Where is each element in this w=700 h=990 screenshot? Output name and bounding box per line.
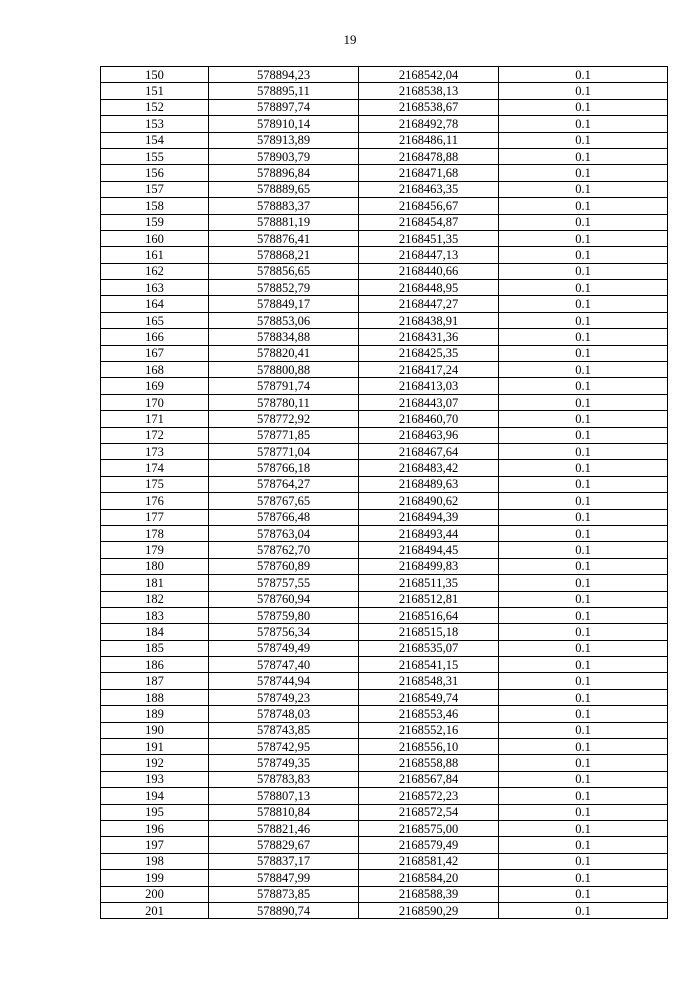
- y-coordinate-cell: 2168494,45: [359, 542, 499, 558]
- table-row: [101, 788, 668, 804]
- y-coordinate-cell: 2168511,35: [359, 575, 499, 591]
- accuracy-cell: 0.1: [499, 624, 668, 640]
- y-coordinate-cell: 2168438,91: [359, 312, 499, 328]
- y-coordinate-cell: 2168486,11: [359, 132, 499, 148]
- y-coordinate-cell: 2168538,13: [359, 83, 499, 99]
- x-coordinate-cell: 578791,74: [209, 378, 359, 394]
- x-coordinate-cell: 578856,65: [209, 263, 359, 279]
- table-row: [101, 198, 668, 214]
- table-row: [101, 755, 668, 771]
- table-row: [101, 476, 668, 492]
- y-coordinate-cell: 2168558,88: [359, 755, 499, 771]
- y-coordinate-cell: 2168575,00: [359, 820, 499, 836]
- accuracy-cell: 0.1: [499, 673, 668, 689]
- x-coordinate-cell: 578847,99: [209, 870, 359, 886]
- x-coordinate-cell: 578749,35: [209, 755, 359, 771]
- table-row: [101, 706, 668, 722]
- accuracy-cell: 0.1: [499, 67, 668, 83]
- table-row: [101, 657, 668, 673]
- accuracy-cell: 0.1: [499, 394, 668, 410]
- table-row: [101, 542, 668, 558]
- x-coordinate-cell: 578894,23: [209, 67, 359, 83]
- y-coordinate-cell: 2168443,07: [359, 394, 499, 410]
- y-coordinate-cell: 2168581,42: [359, 853, 499, 869]
- x-coordinate-cell: 578849,17: [209, 296, 359, 312]
- accuracy-cell: 0.1: [499, 296, 668, 312]
- table-row: [101, 378, 668, 394]
- accuracy-cell: 0.1: [499, 460, 668, 476]
- y-coordinate-cell: 2168417,24: [359, 362, 499, 378]
- y-coordinate-cell: 2168548,31: [359, 673, 499, 689]
- accuracy-cell: 0.1: [499, 83, 668, 99]
- y-coordinate-cell: 2168489,63: [359, 476, 499, 492]
- x-coordinate-cell: 578772,92: [209, 411, 359, 427]
- y-coordinate-cell: 2168549,74: [359, 689, 499, 705]
- point-number-cell: 199: [101, 870, 209, 886]
- point-number-cell: 159: [101, 214, 209, 230]
- point-number-cell: 161: [101, 247, 209, 263]
- y-coordinate-cell: 2168440,66: [359, 263, 499, 279]
- table-row: [101, 132, 668, 148]
- y-coordinate-cell: 2168454,87: [359, 214, 499, 230]
- accuracy-cell: 0.1: [499, 640, 668, 656]
- point-number-cell: 185: [101, 640, 209, 656]
- point-number-cell: 176: [101, 493, 209, 509]
- point-number-cell: 151: [101, 83, 209, 99]
- x-coordinate-cell: 578800,88: [209, 362, 359, 378]
- accuracy-cell: 0.1: [499, 263, 668, 279]
- y-coordinate-cell: 2168492,78: [359, 116, 499, 132]
- accuracy-cell: 0.1: [499, 870, 668, 886]
- point-number-cell: 183: [101, 607, 209, 623]
- point-number-cell: 167: [101, 345, 209, 361]
- point-number-cell: 156: [101, 165, 209, 181]
- y-coordinate-cell: 2168447,13: [359, 247, 499, 263]
- accuracy-cell: 0.1: [499, 345, 668, 361]
- page-number: 19: [343, 32, 357, 47]
- table-row: [101, 771, 668, 787]
- table-row: [101, 837, 668, 853]
- x-coordinate-cell: 578780,11: [209, 394, 359, 410]
- table-row: [101, 870, 668, 886]
- point-number-cell: 197: [101, 837, 209, 853]
- point-number-cell: 179: [101, 542, 209, 558]
- point-number-cell: 201: [101, 902, 209, 918]
- accuracy-cell: 0.1: [499, 509, 668, 525]
- point-number-cell: 172: [101, 427, 209, 443]
- table-row: [101, 312, 668, 328]
- point-number-cell: 173: [101, 443, 209, 459]
- point-number-cell: 160: [101, 230, 209, 246]
- accuracy-cell: 0.1: [499, 165, 668, 181]
- table-row: [101, 329, 668, 345]
- accuracy-cell: 0.1: [499, 607, 668, 623]
- y-coordinate-cell: 2168535,07: [359, 640, 499, 656]
- y-coordinate-cell: 2168471,68: [359, 165, 499, 181]
- x-coordinate-cell: 578771,04: [209, 443, 359, 459]
- y-coordinate-cell: 2168451,35: [359, 230, 499, 246]
- x-coordinate-cell: 578767,65: [209, 493, 359, 509]
- accuracy-cell: 0.1: [499, 329, 668, 345]
- y-coordinate-cell: 2168493,44: [359, 525, 499, 541]
- point-number-cell: 166: [101, 329, 209, 345]
- point-number-cell: 152: [101, 99, 209, 115]
- accuracy-cell: 0.1: [499, 853, 668, 869]
- y-coordinate-cell: 2168448,95: [359, 280, 499, 296]
- point-number-cell: 162: [101, 263, 209, 279]
- y-coordinate-cell: 2168579,49: [359, 837, 499, 853]
- y-coordinate-cell: 2168456,67: [359, 198, 499, 214]
- x-coordinate-cell: 578744,94: [209, 673, 359, 689]
- table-row: [101, 853, 668, 869]
- x-coordinate-cell: 578881,19: [209, 214, 359, 230]
- y-coordinate-cell: 2168478,88: [359, 148, 499, 164]
- table-row: [101, 591, 668, 607]
- table-row: [101, 67, 668, 83]
- table-row: [101, 558, 668, 574]
- table-row: [101, 427, 668, 443]
- point-number-cell: 187: [101, 673, 209, 689]
- table-row: [101, 280, 668, 296]
- x-coordinate-cell: 578913,89: [209, 132, 359, 148]
- accuracy-cell: 0.1: [499, 558, 668, 574]
- accuracy-cell: 0.1: [499, 591, 668, 607]
- table-row: [101, 345, 668, 361]
- coordinates-table: [100, 66, 668, 919]
- x-coordinate-cell: 578766,48: [209, 509, 359, 525]
- y-coordinate-cell: 2168516,64: [359, 607, 499, 623]
- point-number-cell: 153: [101, 116, 209, 132]
- y-coordinate-cell: 2168584,20: [359, 870, 499, 886]
- y-coordinate-cell: 2168460,70: [359, 411, 499, 427]
- table-row: [101, 362, 668, 378]
- y-coordinate-cell: 2168538,67: [359, 99, 499, 115]
- x-coordinate-cell: 578760,94: [209, 591, 359, 607]
- x-coordinate-cell: 578897,74: [209, 99, 359, 115]
- y-coordinate-cell: 2168463,96: [359, 427, 499, 443]
- y-coordinate-cell: 2168499,83: [359, 558, 499, 574]
- point-number-cell: 157: [101, 181, 209, 197]
- table-row: [101, 148, 668, 164]
- accuracy-cell: 0.1: [499, 132, 668, 148]
- table-row: [101, 886, 668, 902]
- accuracy-cell: 0.1: [499, 378, 668, 394]
- x-coordinate-cell: 578807,13: [209, 788, 359, 804]
- accuracy-cell: 0.1: [499, 820, 668, 836]
- y-coordinate-cell: 2168413,03: [359, 378, 499, 394]
- x-coordinate-cell: 578747,40: [209, 657, 359, 673]
- point-number-cell: 188: [101, 689, 209, 705]
- table-row: [101, 902, 668, 918]
- y-coordinate-cell: 2168447,27: [359, 296, 499, 312]
- accuracy-cell: 0.1: [499, 493, 668, 509]
- table-row: [101, 263, 668, 279]
- point-number-cell: 193: [101, 771, 209, 787]
- x-coordinate-cell: 578889,65: [209, 181, 359, 197]
- y-coordinate-cell: 2168572,54: [359, 804, 499, 820]
- accuracy-cell: 0.1: [499, 771, 668, 787]
- table-row: [101, 394, 668, 410]
- y-coordinate-cell: 2168572,23: [359, 788, 499, 804]
- x-coordinate-cell: 578762,70: [209, 542, 359, 558]
- x-coordinate-cell: 578748,03: [209, 706, 359, 722]
- point-number-cell: 175: [101, 476, 209, 492]
- point-number-cell: 154: [101, 132, 209, 148]
- y-coordinate-cell: 2168431,36: [359, 329, 499, 345]
- point-number-cell: 195: [101, 804, 209, 820]
- point-number-cell: 158: [101, 198, 209, 214]
- table-row: [101, 525, 668, 541]
- point-number-cell: 178: [101, 525, 209, 541]
- x-coordinate-cell: 578749,49: [209, 640, 359, 656]
- point-number-cell: 168: [101, 362, 209, 378]
- x-coordinate-cell: 578873,85: [209, 886, 359, 902]
- y-coordinate-cell: 2168541,15: [359, 657, 499, 673]
- y-coordinate-cell: 2168588,39: [359, 886, 499, 902]
- y-coordinate-cell: 2168553,46: [359, 706, 499, 722]
- point-number-cell: 191: [101, 739, 209, 755]
- accuracy-cell: 0.1: [499, 706, 668, 722]
- point-number-cell: 181: [101, 575, 209, 591]
- table-row: [101, 296, 668, 312]
- x-coordinate-cell: 578852,79: [209, 280, 359, 296]
- point-number-cell: 171: [101, 411, 209, 427]
- table-row: [101, 165, 668, 181]
- table-row: [101, 640, 668, 656]
- accuracy-cell: 0.1: [499, 837, 668, 853]
- x-coordinate-cell: 578910,14: [209, 116, 359, 132]
- accuracy-cell: 0.1: [499, 443, 668, 459]
- table-row: [101, 804, 668, 820]
- accuracy-cell: 0.1: [499, 427, 668, 443]
- table-row: [101, 99, 668, 115]
- point-number-cell: 177: [101, 509, 209, 525]
- x-coordinate-cell: 578810,84: [209, 804, 359, 820]
- accuracy-cell: 0.1: [499, 198, 668, 214]
- x-coordinate-cell: 578834,88: [209, 329, 359, 345]
- accuracy-cell: 0.1: [499, 804, 668, 820]
- x-coordinate-cell: 578821,46: [209, 820, 359, 836]
- accuracy-cell: 0.1: [499, 722, 668, 738]
- x-coordinate-cell: 578742,95: [209, 739, 359, 755]
- y-coordinate-cell: 2168425,35: [359, 345, 499, 361]
- table-row: [101, 116, 668, 132]
- table-row: [101, 575, 668, 591]
- point-number-cell: 194: [101, 788, 209, 804]
- y-coordinate-cell: 2168490,62: [359, 493, 499, 509]
- y-coordinate-cell: 2168556,10: [359, 739, 499, 755]
- point-number-cell: 184: [101, 624, 209, 640]
- point-number-cell: 200: [101, 886, 209, 902]
- accuracy-cell: 0.1: [499, 362, 668, 378]
- table-row: [101, 820, 668, 836]
- x-coordinate-cell: 578771,85: [209, 427, 359, 443]
- x-coordinate-cell: 578749,23: [209, 689, 359, 705]
- accuracy-cell: 0.1: [499, 657, 668, 673]
- table-row: [101, 689, 668, 705]
- accuracy-cell: 0.1: [499, 148, 668, 164]
- table-row: [101, 443, 668, 459]
- accuracy-cell: 0.1: [499, 575, 668, 591]
- point-number-cell: 150: [101, 67, 209, 83]
- x-coordinate-cell: 578757,55: [209, 575, 359, 591]
- accuracy-cell: 0.1: [499, 116, 668, 132]
- accuracy-cell: 0.1: [499, 689, 668, 705]
- point-number-cell: 170: [101, 394, 209, 410]
- table-row: [101, 607, 668, 623]
- table-row: [101, 739, 668, 755]
- accuracy-cell: 0.1: [499, 886, 668, 902]
- y-coordinate-cell: 2168590,29: [359, 902, 499, 918]
- accuracy-cell: 0.1: [499, 247, 668, 263]
- x-coordinate-cell: 578883,37: [209, 198, 359, 214]
- accuracy-cell: 0.1: [499, 411, 668, 427]
- x-coordinate-cell: 578837,17: [209, 853, 359, 869]
- y-coordinate-cell: 2168567,84: [359, 771, 499, 787]
- table-row: [101, 411, 668, 427]
- accuracy-cell: 0.1: [499, 312, 668, 328]
- table-row: [101, 624, 668, 640]
- x-coordinate-cell: 578876,41: [209, 230, 359, 246]
- y-coordinate-cell: 2168512,81: [359, 591, 499, 607]
- accuracy-cell: 0.1: [499, 214, 668, 230]
- point-number-cell: 189: [101, 706, 209, 722]
- point-number-cell: 164: [101, 296, 209, 312]
- x-coordinate-cell: 578903,79: [209, 148, 359, 164]
- x-coordinate-cell: 578829,67: [209, 837, 359, 853]
- x-coordinate-cell: 578764,27: [209, 476, 359, 492]
- point-number-cell: 186: [101, 657, 209, 673]
- accuracy-cell: 0.1: [499, 476, 668, 492]
- x-coordinate-cell: 578868,21: [209, 247, 359, 263]
- x-coordinate-cell: 578766,18: [209, 460, 359, 476]
- y-coordinate-cell: 2168494,39: [359, 509, 499, 525]
- accuracy-cell: 0.1: [499, 755, 668, 771]
- accuracy-cell: 0.1: [499, 230, 668, 246]
- accuracy-cell: 0.1: [499, 902, 668, 918]
- x-coordinate-cell: 578756,34: [209, 624, 359, 640]
- x-coordinate-cell: 578890,74: [209, 902, 359, 918]
- table-row: [101, 460, 668, 476]
- y-coordinate-cell: 2168483,42: [359, 460, 499, 476]
- accuracy-cell: 0.1: [499, 280, 668, 296]
- y-coordinate-cell: 2168542,04: [359, 67, 499, 83]
- y-coordinate-cell: 2168467,64: [359, 443, 499, 459]
- accuracy-cell: 0.1: [499, 788, 668, 804]
- point-number-cell: 198: [101, 853, 209, 869]
- table-row: [101, 722, 668, 738]
- x-coordinate-cell: 578895,11: [209, 83, 359, 99]
- accuracy-cell: 0.1: [499, 181, 668, 197]
- accuracy-cell: 0.1: [499, 525, 668, 541]
- point-number-cell: 192: [101, 755, 209, 771]
- table-row: [101, 214, 668, 230]
- table-row: [101, 493, 668, 509]
- point-number-cell: 155: [101, 148, 209, 164]
- y-coordinate-cell: 2168463,35: [359, 181, 499, 197]
- table-row: [101, 247, 668, 263]
- point-number-cell: 163: [101, 280, 209, 296]
- point-number-cell: 182: [101, 591, 209, 607]
- x-coordinate-cell: 578759,80: [209, 607, 359, 623]
- point-number-cell: 169: [101, 378, 209, 394]
- x-coordinate-cell: 578896,84: [209, 165, 359, 181]
- table-row: [101, 509, 668, 525]
- y-coordinate-cell: 2168515,18: [359, 624, 499, 640]
- y-coordinate-cell: 2168552,16: [359, 722, 499, 738]
- x-coordinate-cell: 578763,04: [209, 525, 359, 541]
- point-number-cell: 190: [101, 722, 209, 738]
- point-number-cell: 196: [101, 820, 209, 836]
- accuracy-cell: 0.1: [499, 739, 668, 755]
- x-coordinate-cell: 578760,89: [209, 558, 359, 574]
- table-row: [101, 83, 668, 99]
- x-coordinate-cell: 578743,85: [209, 722, 359, 738]
- x-coordinate-cell: 578783,83: [209, 771, 359, 787]
- x-coordinate-cell: 578853,06: [209, 312, 359, 328]
- table-row: [101, 181, 668, 197]
- accuracy-cell: 0.1: [499, 542, 668, 558]
- coordinates-table-body: [101, 67, 668, 919]
- accuracy-cell: 0.1: [499, 99, 668, 115]
- point-number-cell: 165: [101, 312, 209, 328]
- table-row: [101, 673, 668, 689]
- x-coordinate-cell: 578820,41: [209, 345, 359, 361]
- table-row: [101, 230, 668, 246]
- point-number-cell: 174: [101, 460, 209, 476]
- point-number-cell: 180: [101, 558, 209, 574]
